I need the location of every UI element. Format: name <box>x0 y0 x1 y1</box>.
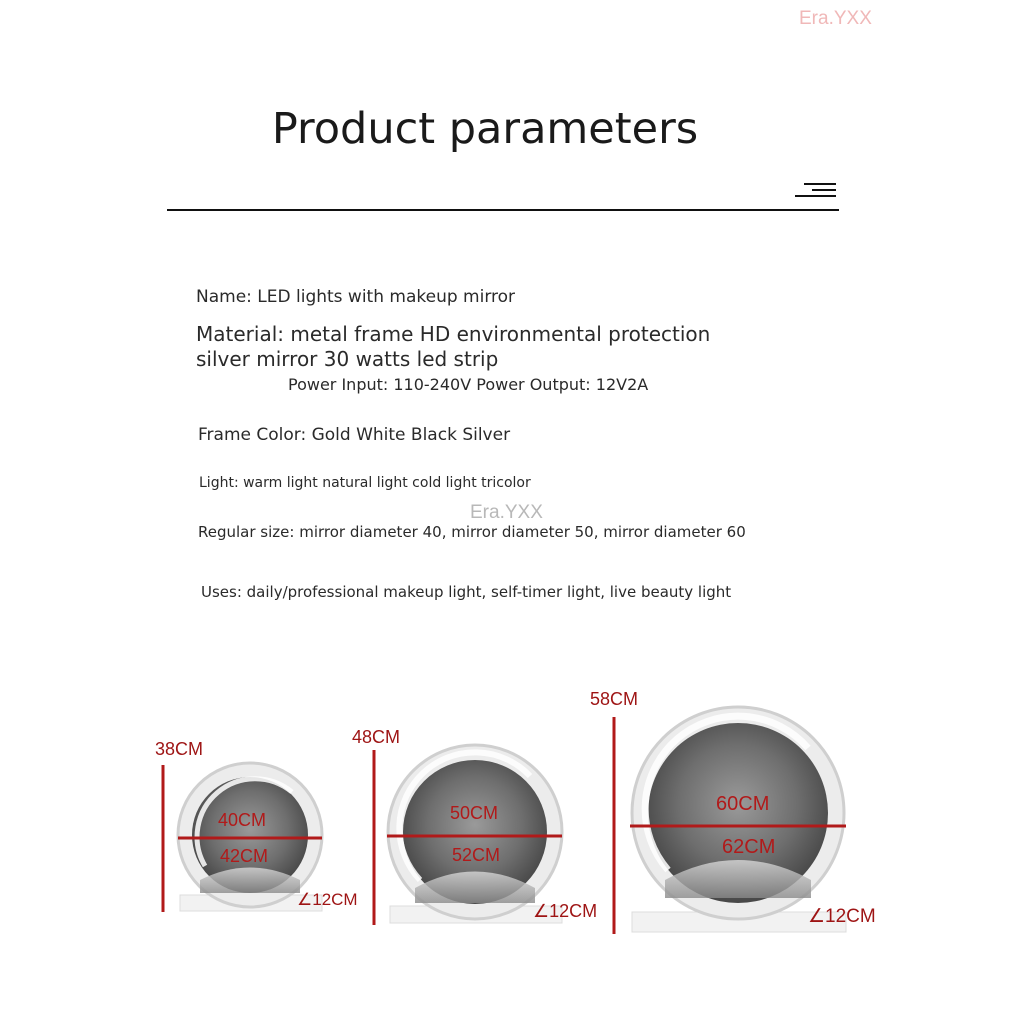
mirror-small-depth-label: ∠12CM <box>297 890 358 909</box>
mirror-medium-outer-label: 52CM <box>452 845 501 865</box>
param-material-line2: silver mirror 30 watts led strip <box>196 347 499 371</box>
mirror-small-height-label: 38CM <box>155 739 204 759</box>
mirror-large-height-label: 58CM <box>590 689 639 709</box>
mirror-medium <box>374 745 562 925</box>
param-power: Power Input: 110-240V Power Output: 12V2A <box>288 375 649 394</box>
mirror-medium-inner-label: 50CM <box>450 803 499 823</box>
mirror-small-inner-label: 40CM <box>218 810 267 830</box>
mirror-small-outer-label: 42CM <box>220 846 269 866</box>
mirror-medium-height-label: 48CM <box>352 727 401 747</box>
mirror-large-outer-label: 62CM <box>722 836 776 858</box>
mirror-large <box>614 707 846 934</box>
param-frame-color: Frame Color: Gold White Black Silver <box>198 425 511 445</box>
mirror-large-inner-label: 60CM <box>716 793 770 815</box>
param-uses: Uses: daily/professional makeup light, self-timer light, live beauty light <box>201 583 732 601</box>
mirror-medium-depth-label: ∠12CM <box>533 901 598 921</box>
param-size: Regular size: mirror diameter 40, mirror diameter 50, mirror diameter 60 <box>198 523 746 541</box>
watermark-top: Era.YXX <box>799 8 872 29</box>
param-material-line1: Material: metal frame HD environmental protection <box>196 322 711 346</box>
param-name: Name: LED lights with makeup mirror <box>196 287 516 307</box>
mirror-large-depth-label: ∠12CM <box>808 906 876 927</box>
watermark-center: Era.YXX <box>470 502 543 523</box>
param-light: Light: warm light natural light cold light tricolor <box>199 475 531 491</box>
page-title: Product parameters <box>271 104 699 154</box>
